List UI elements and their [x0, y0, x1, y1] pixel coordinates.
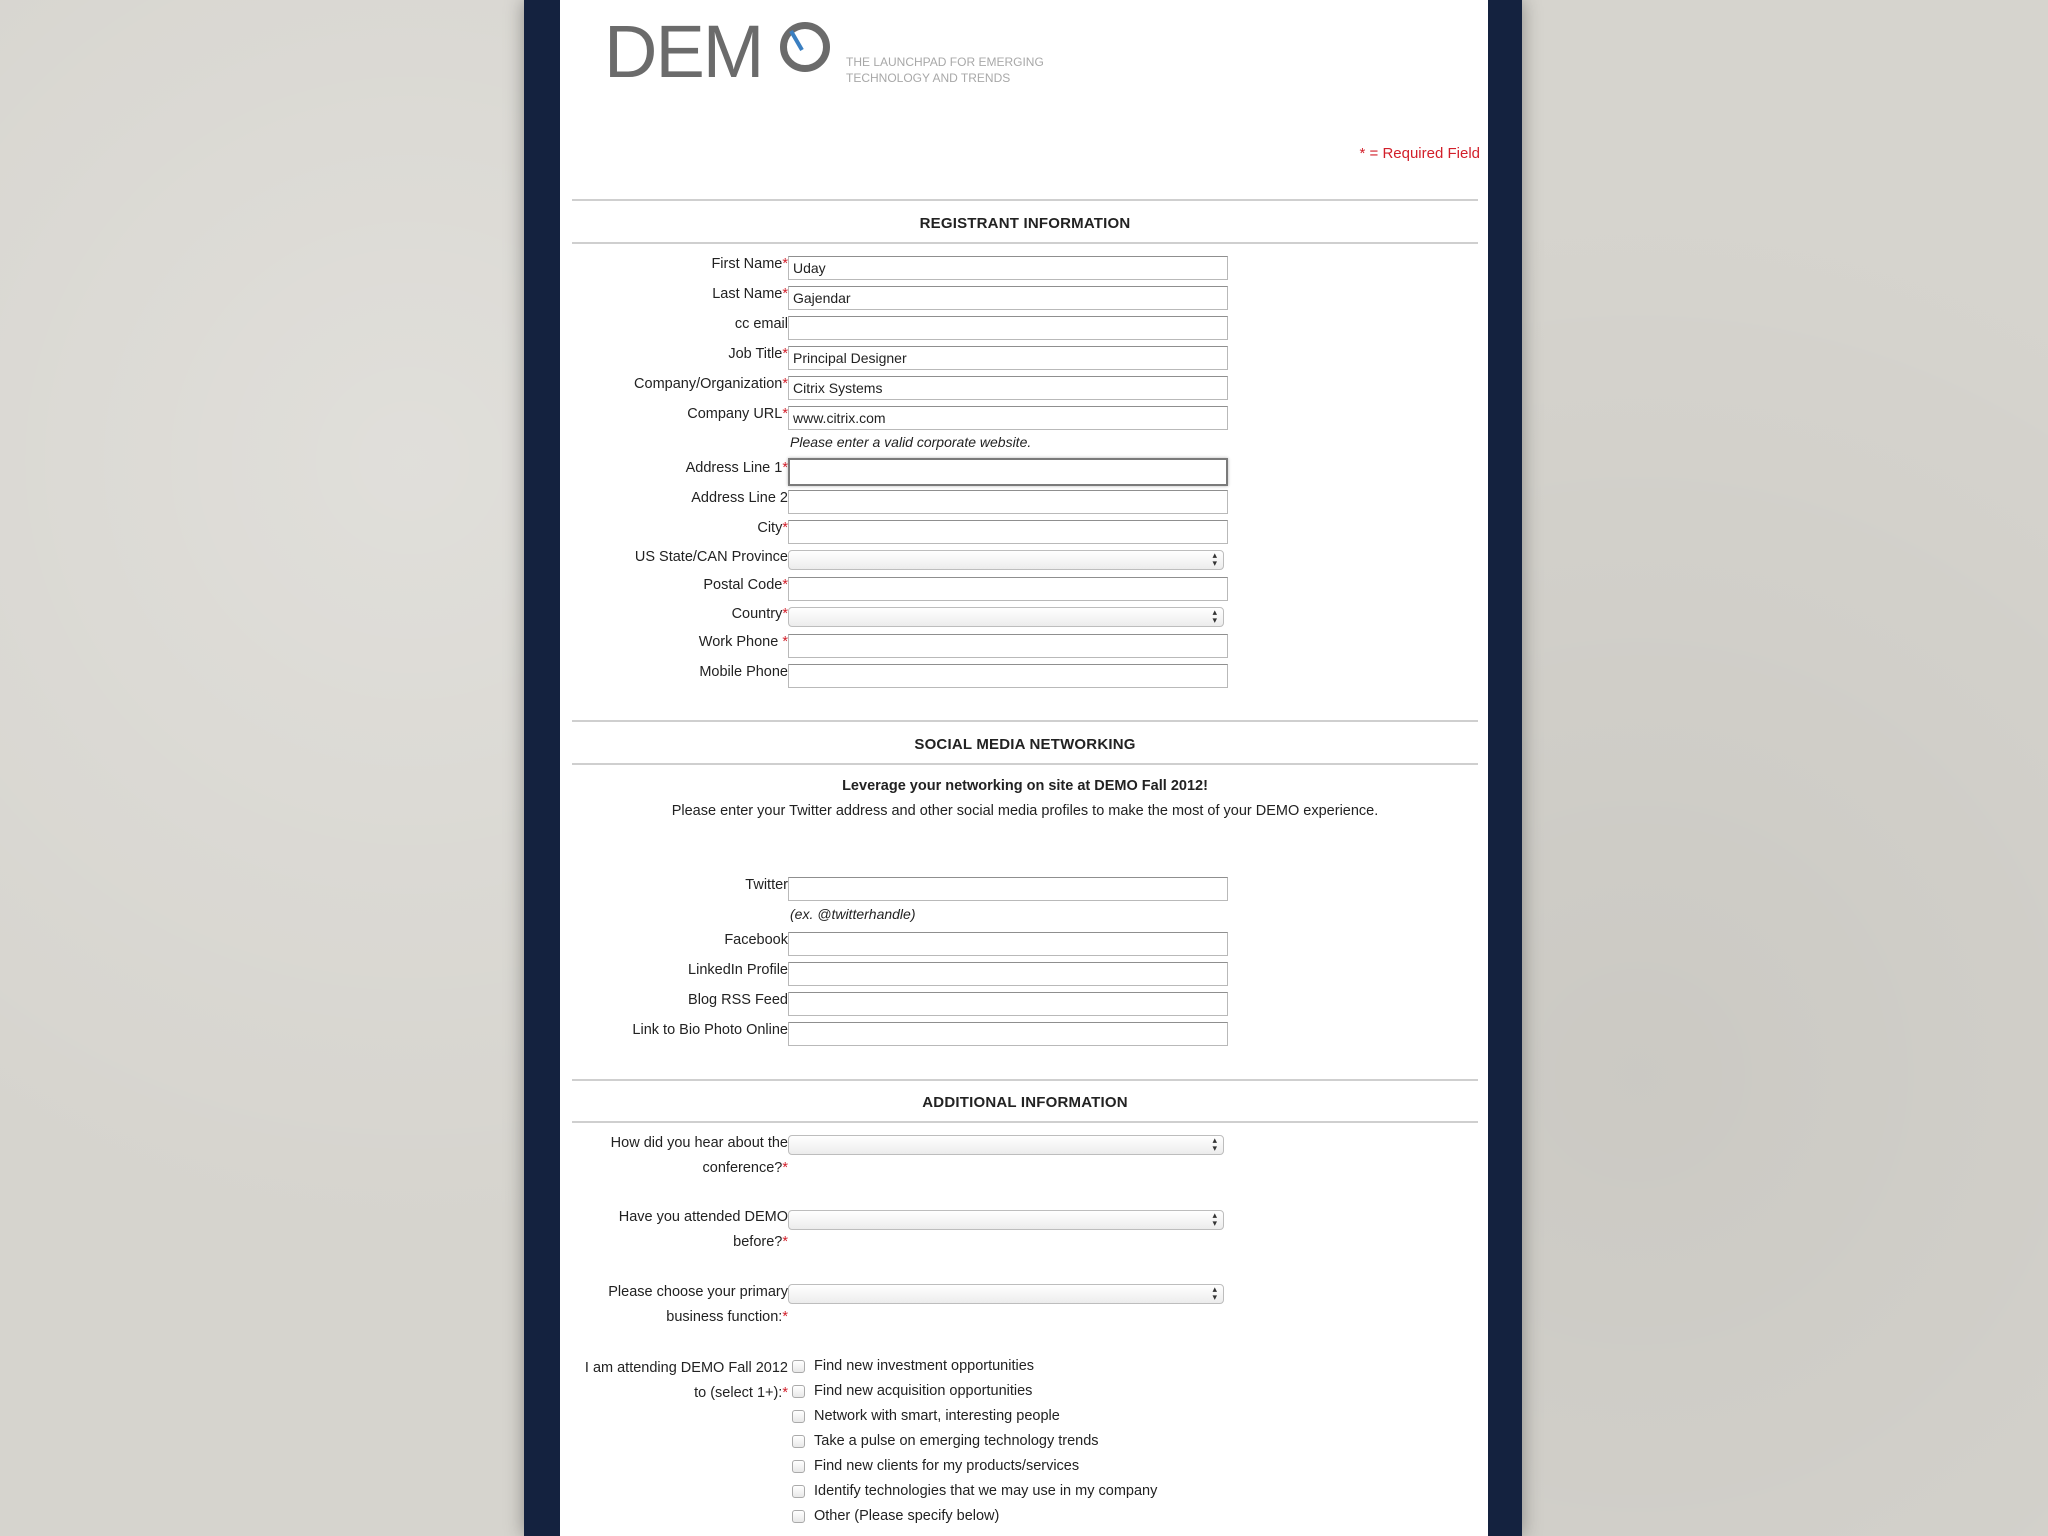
- job-title-label: Job Title*: [728, 346, 788, 362]
- company-url-label: Company URL*: [687, 406, 788, 422]
- logo-o-ring: [780, 22, 830, 72]
- social-headline: Leverage your networking on site at DEMO Fall 2012!: [842, 778, 1208, 794]
- country-label: Country*: [731, 606, 788, 622]
- work-phone-label: Work Phone *: [698, 634, 788, 650]
- attending-purpose-label: I am attending DEMO Fall 2012 to (select 1+):*: [584, 1360, 788, 1401]
- first-name-field[interactable]: [788, 256, 1228, 280]
- checkbox[interactable]: [792, 1410, 805, 1423]
- mobile-phone-label: Mobile Phone: [699, 664, 788, 680]
- checkbox[interactable]: [792, 1435, 805, 1448]
- last-name-label: Last Name*: [712, 286, 788, 302]
- business-function-select[interactable]: [788, 1284, 1224, 1304]
- cc-email-field[interactable]: [788, 316, 1228, 340]
- hear-about-select[interactable]: [788, 1135, 1224, 1155]
- linkedin-field[interactable]: [788, 962, 1228, 986]
- facebook-label: Facebook: [724, 932, 788, 948]
- mobile-phone-field[interactable]: [788, 664, 1228, 688]
- logo-text: DEM: [604, 10, 763, 93]
- twitter-label: Twitter: [745, 877, 788, 893]
- updown-arrows-icon: ▴ ▾: [1212, 1285, 1217, 1303]
- attended-before-select[interactable]: [788, 1210, 1224, 1230]
- cc-email-label: cc email: [734, 316, 788, 332]
- first-name-label: First Name*: [711, 256, 788, 272]
- facebook-field[interactable]: [788, 932, 1228, 956]
- updown-arrows-icon: ▴ ▾: [1212, 1136, 1217, 1154]
- blog-rss-label: Blog RSS Feed: [688, 992, 788, 1008]
- checkbox[interactable]: [792, 1460, 805, 1473]
- hear-about-label: How did you hear about the conference?*: [610, 1135, 788, 1176]
- job-title-field[interactable]: [788, 346, 1228, 370]
- divider: [572, 720, 1478, 722]
- state-label: US State/CAN Province: [634, 549, 788, 565]
- address2-label: Address Line 2: [691, 490, 788, 506]
- state-select[interactable]: [788, 550, 1224, 570]
- postal-code-field[interactable]: [788, 577, 1228, 601]
- company-url-field[interactable]: [788, 406, 1228, 430]
- address2-field[interactable]: [788, 490, 1228, 514]
- bio-photo-field[interactable]: [788, 1022, 1228, 1046]
- divider: [572, 199, 1478, 201]
- company-url-hint: Please enter a valid corporate website.: [790, 434, 1032, 450]
- company-label: Company/Organization*: [634, 376, 788, 392]
- divider: [572, 1121, 1478, 1123]
- twitter-hint: (ex. @twitterhandle): [790, 906, 916, 922]
- updown-arrows-icon: ▴ ▾: [1212, 608, 1217, 626]
- updown-arrows-icon: ▴ ▾: [1212, 551, 1217, 569]
- blog-rss-field[interactable]: [788, 992, 1228, 1016]
- updown-arrows-icon: ▴ ▾: [1212, 1211, 1217, 1229]
- section-title-registrant: REGISTRANT INFORMATION: [919, 215, 1131, 232]
- address1-field[interactable]: [788, 458, 1228, 486]
- checkbox[interactable]: [792, 1485, 805, 1498]
- city-label: City*: [757, 520, 788, 536]
- postal-code-label: Postal Code*: [703, 577, 788, 593]
- logo-tagline: THE LAUNCHPAD FOR EMERGING TECHNOLOGY AND TRENDS: [846, 55, 1044, 85]
- checkbox[interactable]: [792, 1385, 805, 1398]
- last-name-field[interactable]: [788, 286, 1228, 310]
- checkbox[interactable]: [792, 1510, 805, 1523]
- divider: [572, 1079, 1478, 1081]
- divider: [572, 763, 1478, 765]
- country-select[interactable]: [788, 607, 1224, 627]
- divider: [572, 242, 1478, 244]
- social-intro: Please enter your Twitter address and other social media profiles to make the most of your DEMO experience.: [671, 803, 1379, 819]
- city-field[interactable]: [788, 520, 1228, 544]
- required-field-note: * = Required Field: [1359, 145, 1480, 162]
- checkbox[interactable]: [792, 1360, 805, 1373]
- work-phone-field[interactable]: [788, 634, 1228, 658]
- section-title-additional: ADDITIONAL INFORMATION: [922, 1094, 1128, 1111]
- attended-before-label: Have you attended DEMO before?*: [618, 1209, 788, 1250]
- linkedin-label: LinkedIn Profile: [688, 962, 788, 978]
- business-function-label: Please choose your primary business function:*: [608, 1284, 788, 1325]
- bio-photo-label: Link to Bio Photo Online: [632, 1022, 788, 1038]
- section-title-social: SOCIAL MEDIA NETWORKING: [914, 736, 1136, 753]
- address1-label: Address Line 1*: [685, 460, 788, 476]
- company-field[interactable]: [788, 376, 1228, 400]
- twitter-field[interactable]: [788, 877, 1228, 901]
